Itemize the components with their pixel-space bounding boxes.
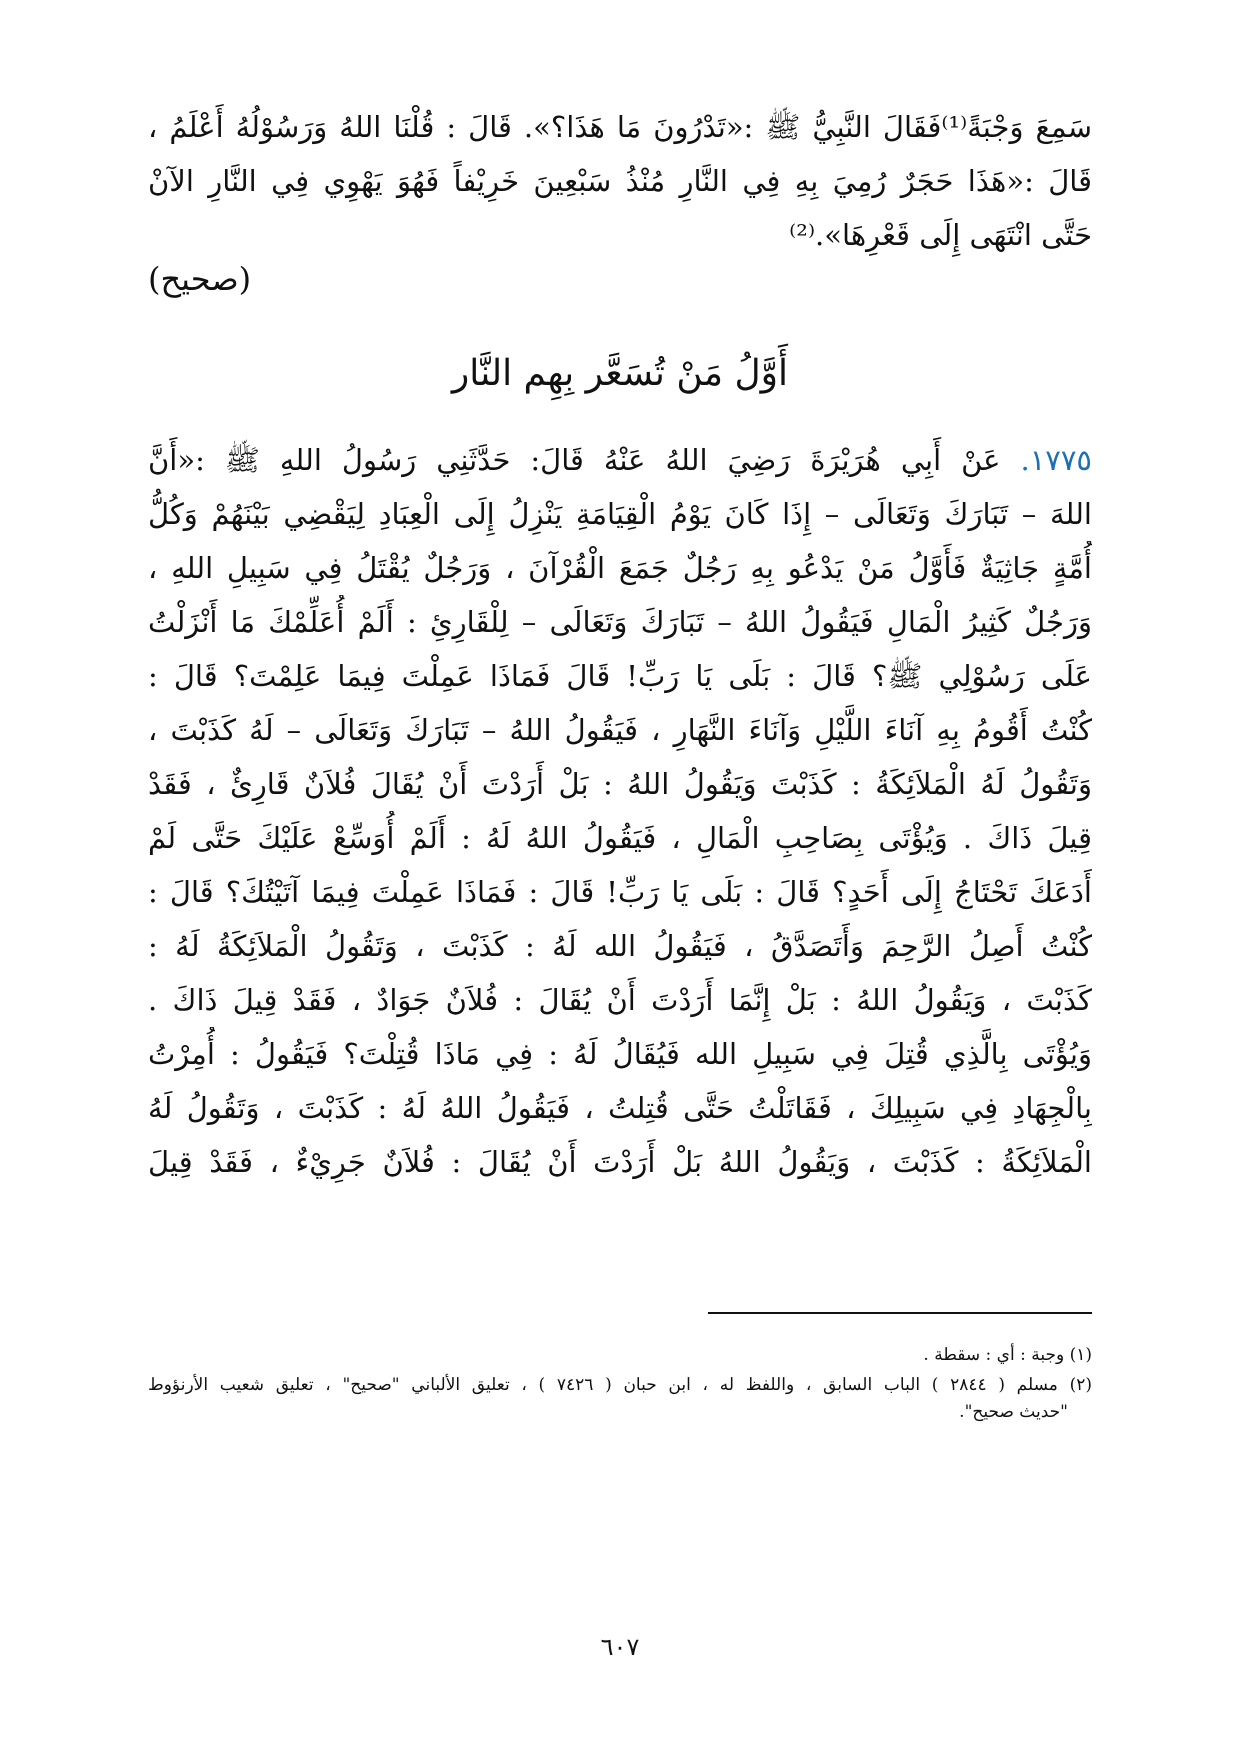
hadith-line: بِالْجِهَادِ فِي سَبِيلِكَ ، فَقَاتَلْتُ حَتَّى قُتِلتُ ، فَيَقُولُ اللهُ لَهُ : كَذَبْتَ ، وَتَقُولُ لَهُ [148, 1091, 1092, 1125]
footnote-divider [708, 1312, 1092, 1314]
intro-line-2: قَالَ :«هَذَا حَجَرٌ رُمِيَ بِهِ فِي النَّارِ مُنْذُ سَبْعِينَ خَرِيْفاً فَهُوَ يَهْوِي فِي النَّارِ الآنْ [148, 164, 1092, 198]
hadith-first-line-text: عَنْ أَبِي هُرَيْرَةَ رَضِيَ اللهُ عَنْهُ قَالَ: حَدَّثَنِي رَسُولُ اللهِ ﷺ :«أَنَّ [148, 443, 1001, 477]
intro-paragraph [148, 100, 1092, 262]
intro-line-3: حَتَّى انْتَهَى إِلَى قَعْرِهَا».⁽²⁾ [789, 218, 1092, 252]
footnote-2-line-1: (٢) مسلم ( ٢٨٤٤ ) الباب السابق ، واللفظ له ، ابن حبان ( ٧٤٢٦ ) ، تعليق الألباني "صحيح" ، تعليق شعيب الأرنؤوط [148, 1375, 1092, 1395]
footnote-1: (١) وجبة : أي : سقطة . [923, 1345, 1092, 1365]
section-heading: أَوَّلُ مَنْ تُسَعَّر بِهِم النَّار [451, 353, 789, 394]
hadith-line: وَرَجُلٌ كَثِيرُ الْمَالِ فَيَقُولُ اللهُ – تَبَارَكَ وَتَعَالَى – لِلْقَارِئِ : أَلَمْ أُعَلِّمْكَ مَا أَنْزَلْتُ [148, 605, 1092, 639]
hadith-line: وَتَقُولُ لَهُ الْمَلاَئِكَةُ : كَذَبْتَ وَيَقُولُ اللهُ : بَلْ أَرَدْتَ أَنْ يُقَالَ فُلاَنٌ قَارِئٌ ، فَقَدْ [148, 767, 1092, 801]
page-number: ٦٠٧ [600, 1633, 640, 1661]
hadith-line: عَلَى رَسُوْلِي ﷺ؟ قَالَ : بَلَى يَا رَبِّ! قَالَ فَمَاذَا عَمِلْتَ فِيمَا عَلِمْتَ؟ قَالَ : [148, 659, 1092, 693]
hadith-line: أُمَّةٍ جَاثِيَةٌ فَأَوَّلُ مَنْ يَدْعُو بِهِ رَجُلٌ جَمَعَ الْقُرْآنَ ، وَرَجُلٌ يُقْتَلُ فِي سَبِيلِ اللهِ ، [148, 551, 1092, 585]
hadith-line: اللهَ – تَبَارَكَ وَتَعَالَى – إِذَا كَانَ يَوْمُ الْقِيَامَةِ يَنْزِلُ إِلَى الْعِبَادِ لِيَقْضِي بَيْنَهُمْ وَكُلُّ [148, 497, 1092, 531]
hadith-line: كُنْتُ أَقُومُ بِهِ آنَاءَ اللَّيْلِ وَآنَاءَ النَّهَارِ ، فَيَقُولُ اللهُ – تَبَارَكَ وَتَعَالَى – لَهُ كَذَبْتَ ، [148, 713, 1092, 747]
intro-line-1: سَمِعَ وَجْبَةً⁽¹⁾فَقَالَ النَّبِيُّ ﷺ :«تَدْرُونَ مَا هَذَا؟». قَالَ : قُلْنَا اللهُ وَرَسُوْلُهُ أَعْلَمُ ، [148, 110, 1092, 144]
footnote-2 [148, 1372, 1092, 1426]
footnote-2-line-2: "حديث صحيح". [959, 1402, 1068, 1422]
hadith-paragraph [148, 433, 1092, 1189]
hadith-line: كَذَبْتَ ، وَيَقُولُ اللهُ : بَلْ إِنَّمَا أَرَدْتَ أَنْ يُقَالَ : فُلاَنٌ جَوَادٌ ، فَقَدْ قِيلَ ذَاكَ . [148, 983, 1092, 1017]
hadith-line: أَدَعَكَ تَحْتَاجُ إِلَى أَحَدٍ؟ قَالَ : بَلَى يَا رَبِّ! قَالَ : فَمَاذَا عَمِلْتَ فِيمَا آتَيْتُكَ؟ قَالَ : [148, 875, 1092, 909]
hadith-line: الْمَلاَئِكَةُ : كَذَبْتَ ، وَيَقُولُ اللهُ بَلْ أَرَدْتَ أَنْ يُقَالَ : فُلاَنٌ جَرِيْءٌ ، فَقَدْ قِيلَ [148, 1145, 1092, 1179]
hadith-number: ١٧٧٥. [1020, 443, 1092, 477]
hadith-line: وَيُؤْتَى بِالَّذِي قُتِلَ فِي سَبِيلِ الله فَيُقَالُ لَهُ : فِي مَاذَا قُتِلْتَ؟ فَيَقُولُ : أُمِرْتُ [148, 1037, 1092, 1071]
hadith-line: قِيلَ ذَاكَ . وَيُؤْتَى بِصَاحِبِ الْمَالِ ، فَيَقُولُ اللهُ لَهُ : أَلَمْ أُوَسِّعْ عَلَيْكَ حَتَّى لَمْ [148, 821, 1092, 855]
hadith-grade-label: (صحيح) [148, 260, 252, 298]
hadith-first-line [148, 433, 1092, 487]
hadith-line: كُنْتُ أَصِلُ الرَّحِمَ وَأَتَصَدَّقُ ، فَيَقُولُ الله لَهُ : كَذَبْتَ ، وَتَقُولُ الْمَلاَئِكَةُ لَهُ : [148, 929, 1092, 963]
